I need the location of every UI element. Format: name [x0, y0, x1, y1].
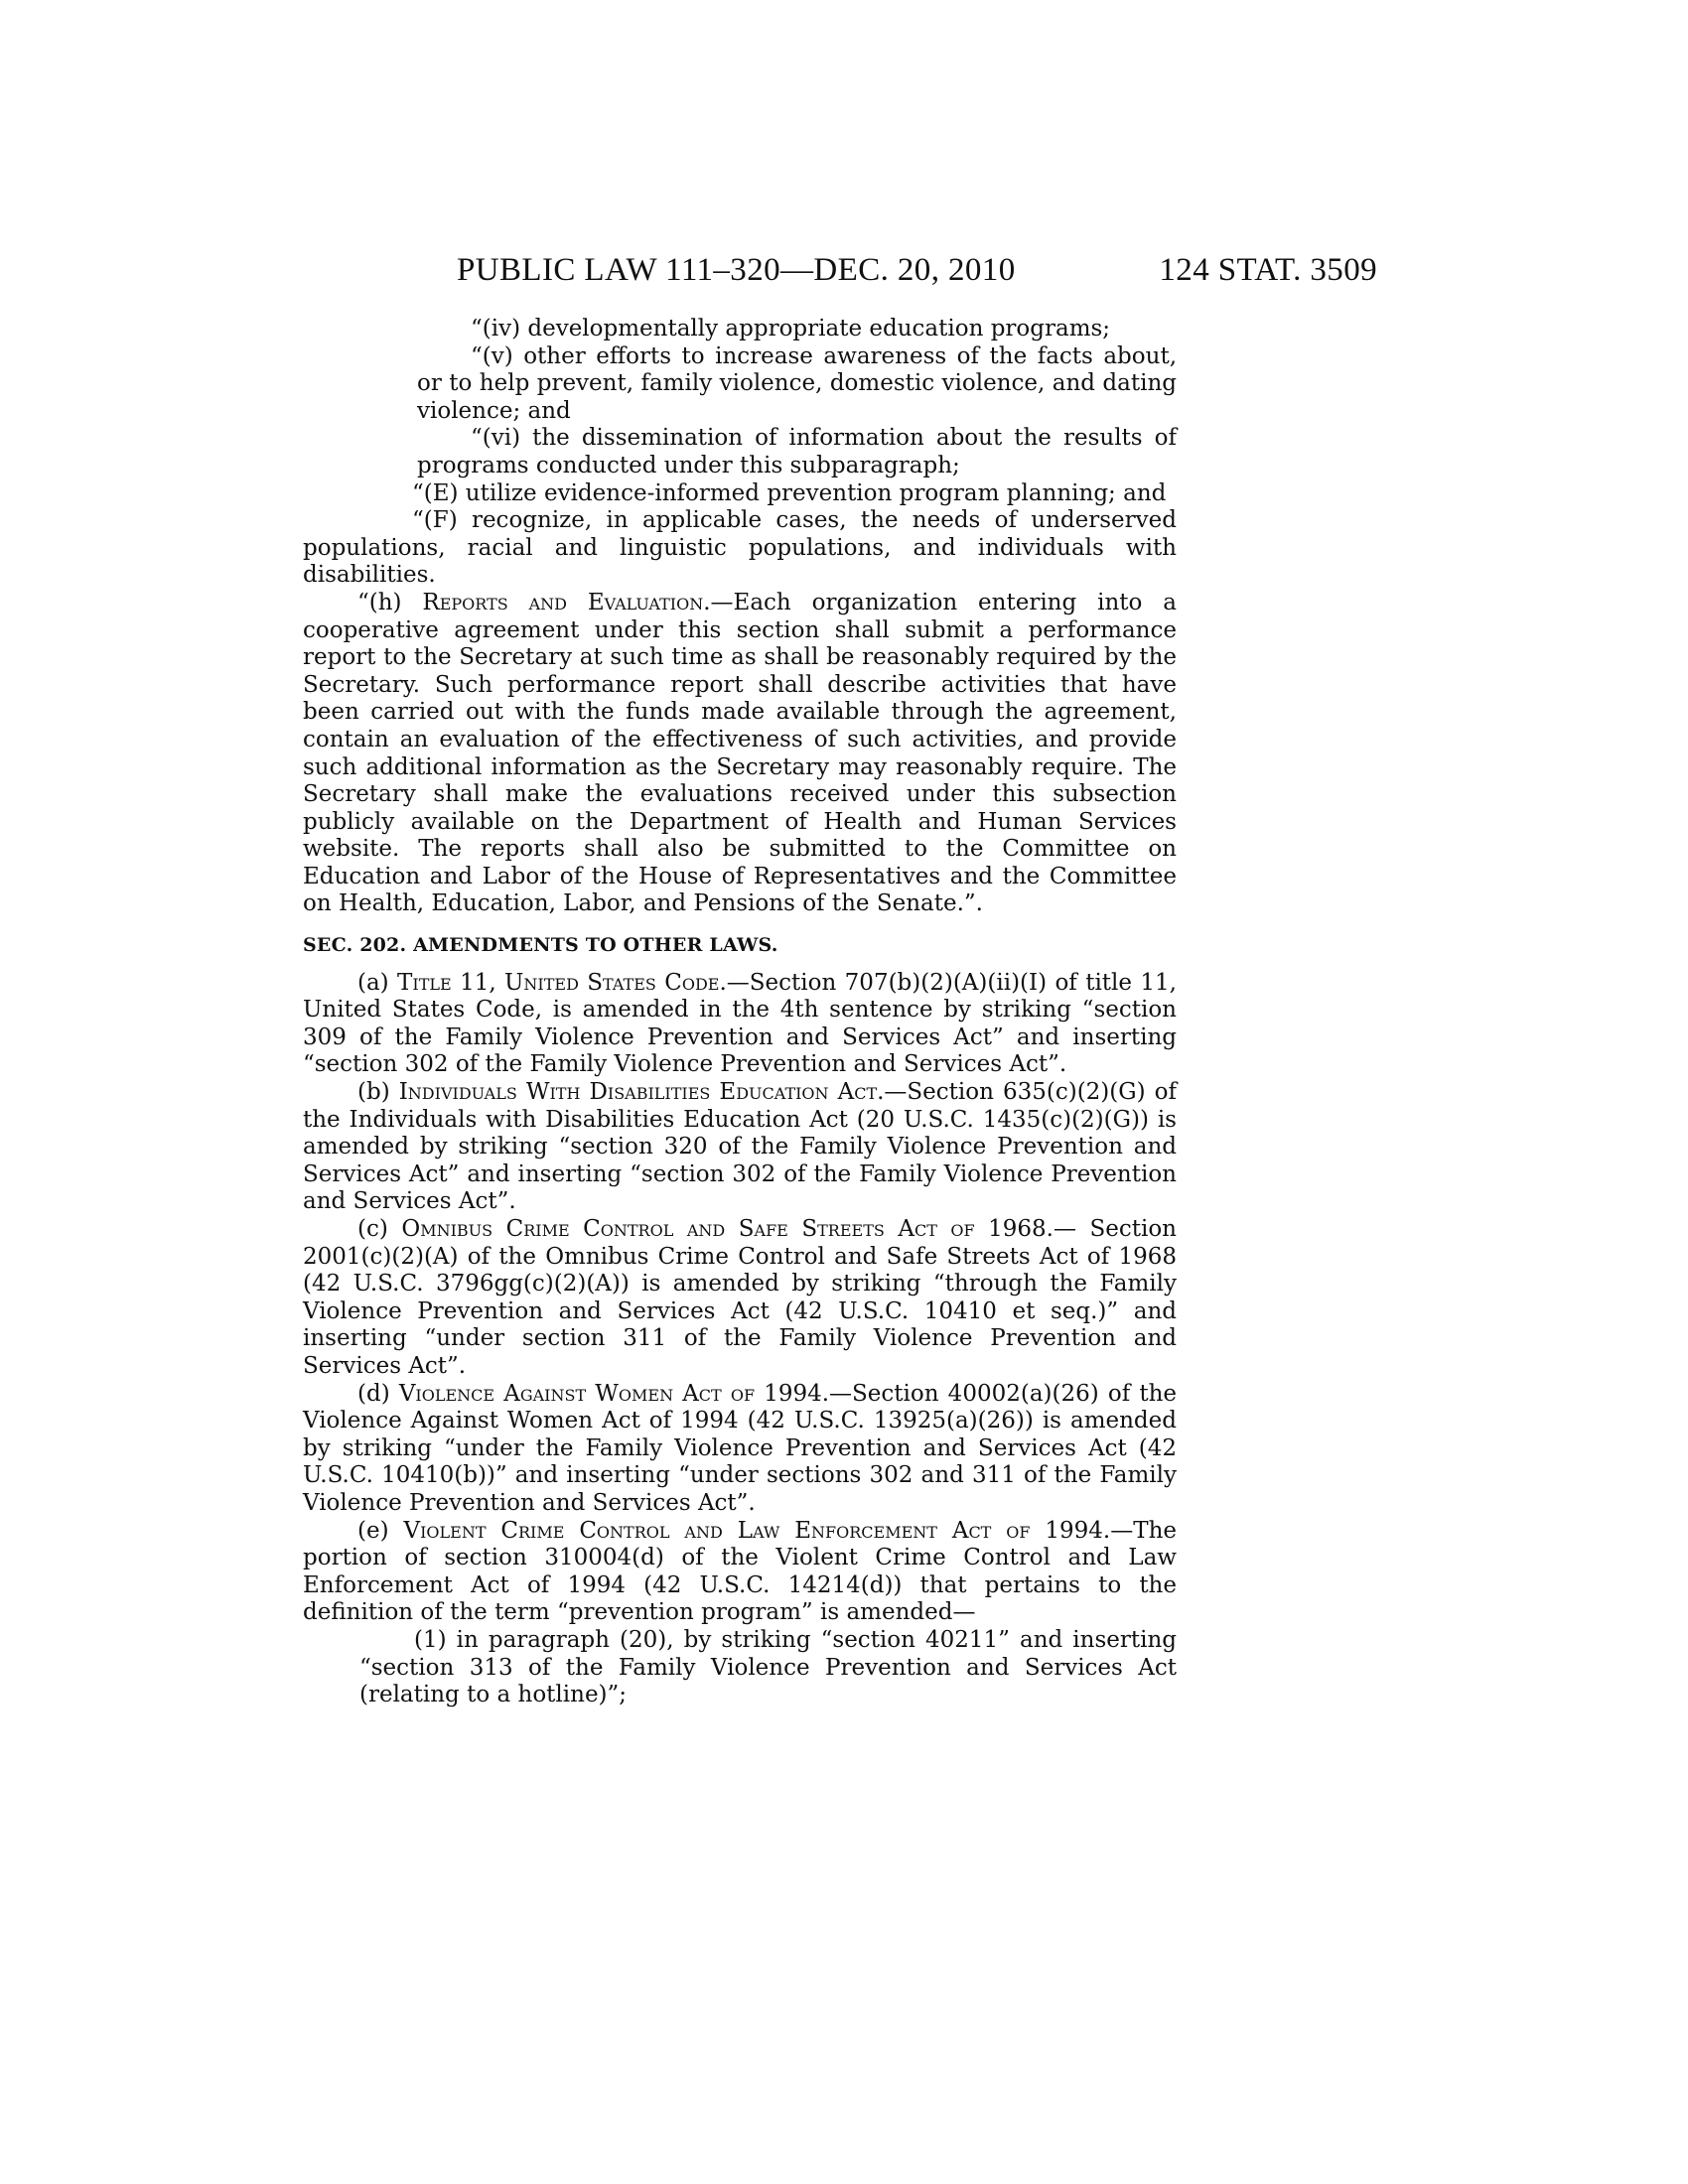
- amendment-d-lead: (d): [357, 1380, 399, 1407]
- amendment-c-heading: Omnibus Crime Control and Safe Streets Act of 1968.: [401, 1216, 1054, 1242]
- amendment-b-text: —Section 635(c)(2)(G) of the Individuals with Disabilities Education Act (20 U.S.C. 1435(c)(2)(G)) is amended by striking “section 320 of the Family Violence Prevention and Services Act” and inserting “section 302 of the Family Violence Prevention and Services Act”.: [303, 1079, 1177, 1215]
- amendment-a-heading: Title 11, United States Code.: [397, 969, 727, 996]
- amendment-c: [303, 1216, 1177, 1381]
- clause-iv: “(iv) developmentally appropriate education programs;: [471, 316, 1111, 341]
- amendment-a-lead: (a): [357, 969, 398, 996]
- section-heading: SEC. 202. AMENDMENTS TO OTHER LAWS.: [303, 934, 778, 957]
- page-body: [303, 316, 1177, 1709]
- amendment-c-lead: (c): [357, 1216, 402, 1242]
- amendment-d-text: —Section 40002(a)(26) of the Violence Against Women Act of 1994 (42 U.S.C. 13925(a)(26)) is amended by striking “under the Family Violence Prevention and Services Act (42 U.S.C. 10410(b))” and inserting “under sections 302 and 311 of the Family Violence Prevention and Services Act”.: [303, 1380, 1178, 1516]
- subsection-h-text: —Each organization entering into a cooperative agreement under this section shall submit a performance report to the Secretary at such time as shall be reasonably required by the Secretary. Such performance report shall describe activities that have been carried out with the funds made available through the agreement, contain an evaluation of the effectiveness of such activities, and provide such additional information as the Secretary may reasonably require. The Secretary shall make the evaluations received under this subsection publicly available on the Department of Health and Human Services website. The reports shall also be submitted to the Committee on Education and Labor of the House of Representatives and the Committee on Health, Education, Labor, and Pensions of the Senate.”.: [303, 589, 1177, 917]
- amendment-b-heading: Individuals With Disabilities Education Act.: [398, 1079, 885, 1106]
- amendment-d-heading: Violence Against Women Act of 1994.: [398, 1380, 830, 1407]
- amendment-c-text: — Section 2001(c)(2)(A) of the Omnibus Crime Control and Safe Streets Act of 1968 (42 U.S.C. 3796gg(c)(2)(A)) is amended by striking “through the Family Violence Prevention and Services Act (42 U.S.C. 10410 et seq.)” and inserting “under section 311 of the Family Violence Prevention and Services Act”.: [303, 1216, 1177, 1379]
- amendment-d: [303, 1381, 1177, 1518]
- subparagraph-f: “(F) recognize, in applicable cases, the needs of underserved populations, racial and linguistic populations, and individuals with disabilities.: [303, 507, 1177, 589]
- clause-v: “(v) other efforts to increase awareness of the facts about, or to help prevent, family violence, domestic violence, and dating violence; and: [417, 342, 1177, 424]
- amendment-a-text: —Section 707(b)(2)(A)(ii)(I) of title 11, United States Code, is amended in the 4th sentence by striking “section 309 of the Family Violence Prevention and Services Act” and inserting “section 302 of the Family Violence Prevention and Services Act”.: [303, 969, 1177, 1078]
- statute-page-number: 124 STAT. 3509: [1159, 252, 1377, 288]
- amendment-a: [303, 970, 1177, 1079]
- public-law-citation: PUBLIC LAW 111–320—DEC. 20, 2010: [457, 252, 1016, 288]
- amendment-e-text: —The portion of section 310004(d) of the Violent Crime Control and Law Enforcement Act of 1994 (42 U.S.C. 14214(d)) that pertains to the definition of the term “prevention program” is amended—: [303, 1517, 1177, 1626]
- clause-vi: “(vi) the dissemination of information about the results of programs conducted under this subparagraph;: [417, 425, 1177, 478]
- subparagraph-e: “(E) utilize evidence-informed prevention program planning; and: [412, 479, 1167, 506]
- page-header: [457, 250, 1377, 290]
- amendment-e-heading: Violent Crime Control and Law Enforcement Act of 1994.: [403, 1517, 1111, 1544]
- amendment-e-lead: (e): [357, 1517, 404, 1544]
- amendment-e: [303, 1518, 1177, 1627]
- subsection-h: [303, 590, 1177, 918]
- subsection-h-lead: “(h): [357, 589, 423, 615]
- amendment-b: [303, 1079, 1177, 1216]
- subsection-h-heading: Reports and Evaluation.: [422, 589, 711, 615]
- amendment-b-lead: (b): [357, 1079, 399, 1106]
- amendment-e-paragraph-1: (1) in paragraph (20), by striking “section 40211” and inserting “section 313 of the Family Violence Prevention and Services Act (relating to a hotline)”;: [359, 1626, 1177, 1708]
